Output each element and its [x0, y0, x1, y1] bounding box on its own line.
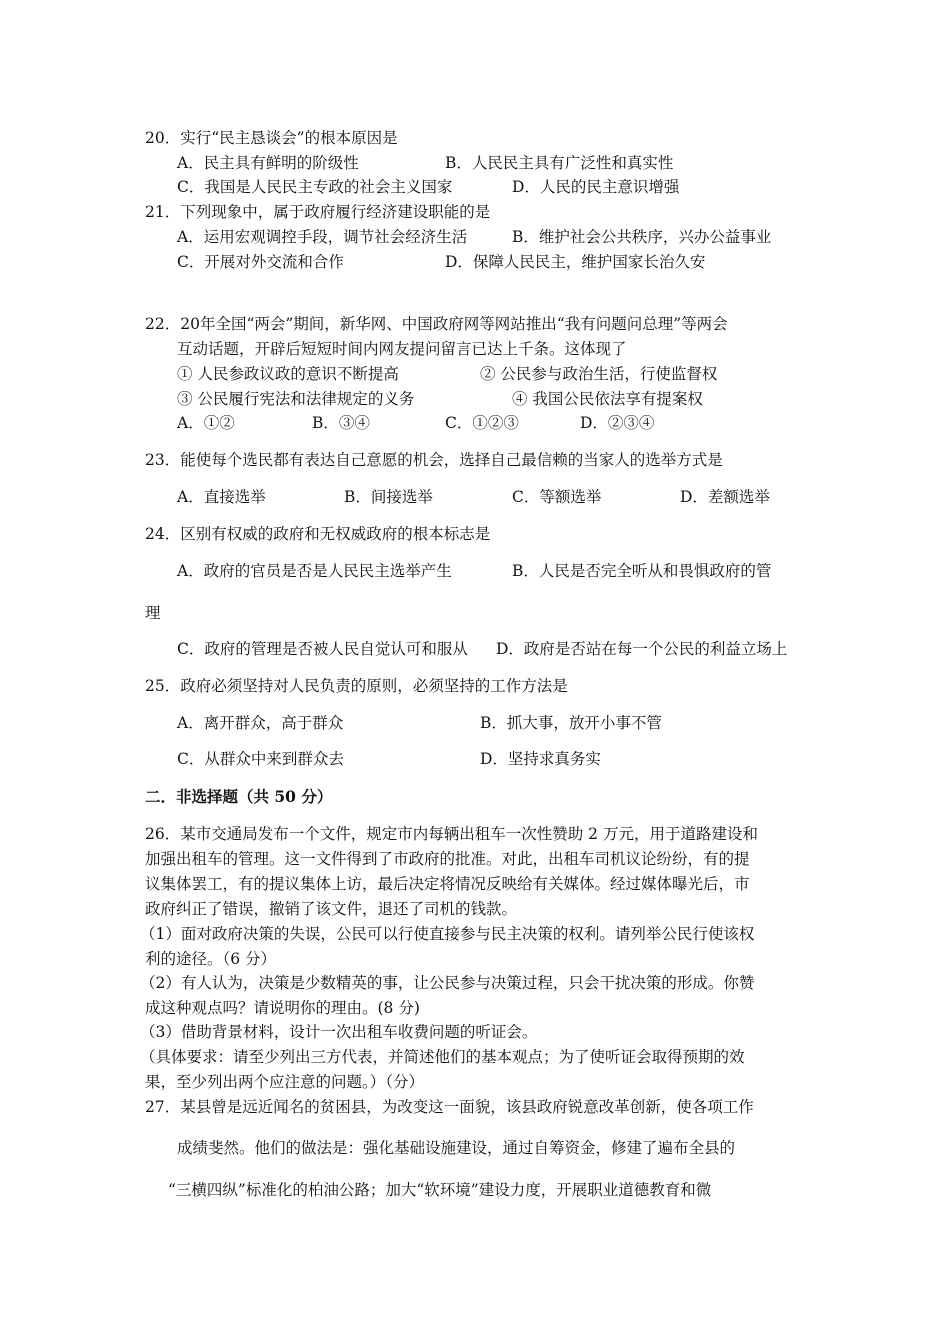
- q24-option-b: B．人民是否完全听从和畏惧政府的管: [512, 562, 772, 580]
- q24-option-d: D．政府是否站在每一个公民的利益立场上: [496, 640, 788, 658]
- q27-line3: “三横四纵”标准化的柏油公路；加大“软环境”建设力度，开展职业道德教育和微: [168, 1181, 712, 1199]
- q21-stem: 21．下列现象中，属于政府履行经济建设职能的是: [145, 203, 491, 221]
- q22-statement-4: ④ 我国公民依法享有提案权: [512, 390, 703, 408]
- q22-option-b: B．③④: [312, 414, 370, 432]
- q25-option-d: D．坚持求真务实: [480, 750, 601, 768]
- q26-sub2-line2: 成这种观点吗？请说明你的理由。(8 分): [145, 999, 420, 1017]
- q22-option-d: D．②③④: [580, 414, 655, 432]
- q21-option-b: B．维护社会公共秩序，兴办公益事业: [512, 228, 772, 246]
- q20-option-b: B．人民民主具有广泛性和真实性: [445, 154, 674, 172]
- q23-option-d: D．差额选举: [680, 488, 770, 506]
- q22-stem-line2: 互动话题，开辟后短短时间内网友提问留言已达上千条。这体现了: [177, 340, 627, 358]
- q26-sub1-line2: 利的途径。（6 分）: [145, 950, 277, 968]
- q24-option-c: C．政府的管理是否被人民自觉认可和服从: [177, 640, 468, 658]
- q26-paragraph-line1: 26．某市交通局发布一个文件，规定市内每辆出租车一次性赞助 2 万元，用于道路建设和: [145, 825, 758, 843]
- q25-stem: 25．政府必须坚持对人民负责的原则，必须坚持的工作方法是: [145, 677, 568, 695]
- q22-statement-3: ③ 公民履行宪法和法律规定的义务: [177, 390, 415, 408]
- q24-stem: 24．区别有权威的政府和无权威政府的根本标志是: [145, 525, 491, 543]
- q26-sub1-line1: （1）面对政府决策的失误，公民可以行使直接参与民主决策的权利。请列举公民行使该权: [140, 925, 755, 943]
- q22-option-a: A．①②: [177, 414, 235, 432]
- q20-option-d: D．人民的民主意识增强: [512, 178, 680, 196]
- q20-option-a: A．民主具有鲜明的阶级性: [177, 154, 359, 172]
- q26-paragraph-line3: 议集体罢工，有的提议集体上访，最后决定将情况反映给有关媒体。经过媒体曝光后，市: [145, 875, 750, 893]
- q23-option-b: B．间接选举: [344, 488, 433, 506]
- q23-stem: 23．能使每个选民都有表达自己意愿的机会，选择自己最信赖的当家人的选举方式是: [145, 451, 723, 469]
- q26-sub3: （3）借助背景材料，设计一次出租车收费问题的听证会。: [140, 1023, 538, 1041]
- q22-stem-line1: 22．20年全国“两会”期间，新华网、中国政府网等网站推出“我有问题问总理”等两会: [145, 315, 728, 333]
- q27-line1: 27．某县曾是远近闻名的贫困县，为改变这一面貌，该县政府锐意改革创新，使各项工作: [145, 1098, 754, 1116]
- q26-sub3-requirement-line2: 果，至少列出两个应注意的问题。）（分）: [145, 1073, 425, 1091]
- q26-sub2-line1: （2）有人认为，决策是少数精英的事，让公民参与决策过程，只会干扰决策的形成。你赞: [140, 974, 755, 992]
- q24-option-a: A．政府的官员是否是人民民主选举产生: [177, 562, 452, 580]
- q25-option-a: A．离开群众，高于群众: [177, 714, 344, 732]
- q21-option-c: C．开展对外交流和合作: [177, 253, 344, 271]
- q20-option-c: C．我国是人民民主专政的社会主义国家: [177, 178, 453, 196]
- q22-option-c: C．①②③: [445, 414, 519, 432]
- q21-option-d: D．保障人民民主，维护国家长治久安: [445, 253, 706, 271]
- q20-stem: 20．实行“民主恳谈会”的根本原因是: [145, 129, 398, 147]
- q26-paragraph-line4: 政府纠正了错误，撤销了该文件，退还了司机的钱款。: [145, 900, 518, 918]
- q23-option-c: C．等额选举: [512, 488, 602, 506]
- q24-option-b-continued: 理: [145, 604, 161, 622]
- section-title: 二．非选择题（共 50 分）: [145, 787, 333, 806]
- q27-line2: 成绩斐然。他们的做法是：强化基础设施建设，通过自筹资金，修建了遍布全县的: [177, 1139, 736, 1157]
- q22-statement-2: ② 公民参与政治生活，行使监督权: [480, 365, 718, 383]
- q26-sub3-requirement-line1: （具体要求：请至少列出三方代表，并简述他们的基本观点；为了使听证会取得预期的效: [140, 1048, 745, 1066]
- q21-option-a: A．运用宏观调控手段，调节社会经济生活: [177, 228, 468, 246]
- q25-option-c: C．从群众中来到群众去: [177, 750, 344, 768]
- q23-option-a: A．直接选举: [177, 488, 266, 506]
- q25-option-b: B．抓大事，放开小事不管: [480, 714, 662, 732]
- q26-paragraph-line2: 加强出租车的管理。这一文件得到了市政府的批准。对此，出租车司机议论纷纷，有的提: [145, 850, 750, 868]
- q22-statement-1: ① 人民参政议政的意识不断提高: [177, 365, 399, 383]
